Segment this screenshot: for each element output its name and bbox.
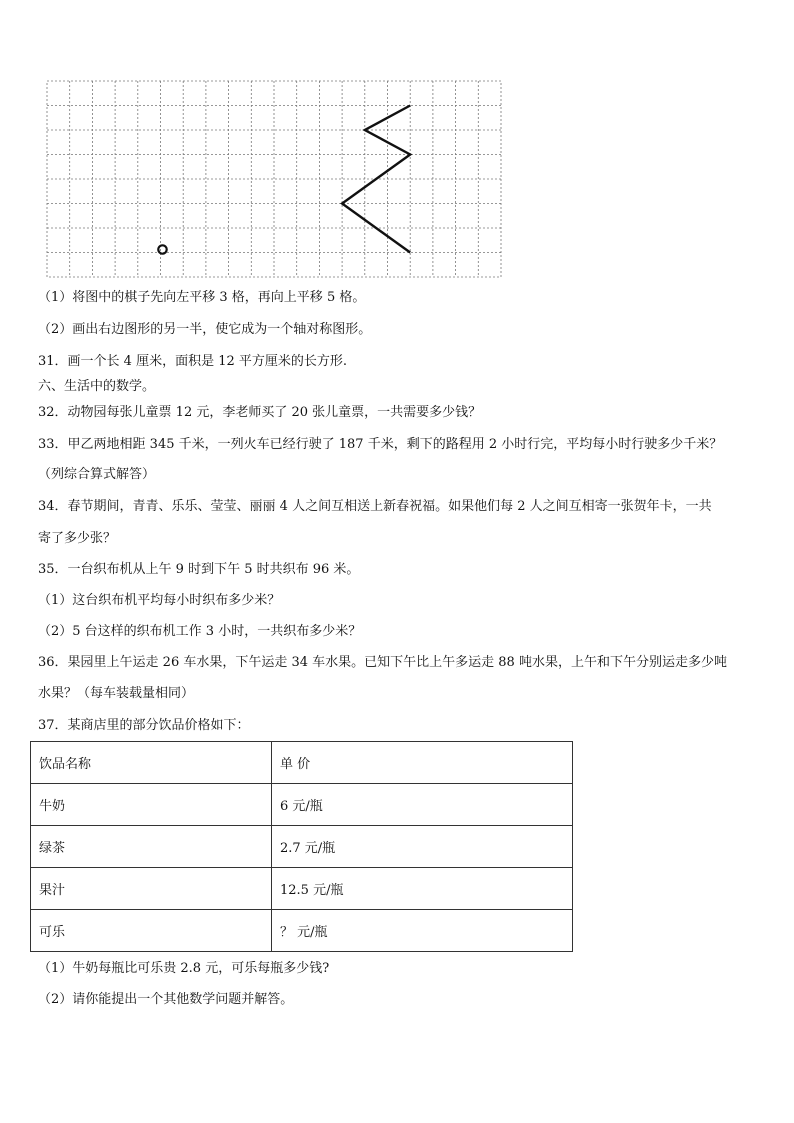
drink-price: ？ 元/瓶 (272, 910, 573, 952)
q37-part1: （1）牛奶每瓶比可乐贵 2.8 元，可乐每瓶多少钱? (38, 961, 330, 976)
grid-svg (46, 80, 502, 278)
drink-name: 牛奶 (31, 784, 272, 826)
q30-part2: （2）画出右边图形的另一半，使它成为一个轴对称图形。 (38, 322, 372, 337)
q32: 32．动物园每张儿童票 12 元，李老师买了 20 张儿童票，一共需要多少钱？ (38, 405, 482, 420)
q36-line2: 水果？（每车装载量相同） (38, 686, 195, 701)
table-row (31, 784, 573, 826)
q35-part1: （1）这台织布机平均每小时织布多少米？ (38, 593, 281, 608)
table-row (31, 910, 573, 952)
q34-line2: 寄了多少张？ (38, 531, 117, 546)
drink-name: 可乐 (31, 910, 272, 952)
drink-price: 6 元/瓶 (272, 784, 573, 826)
q36-line1: 36．果园里上午运走 26 车水果，下午运走 34 车水果。已知下午比上午多运走 88 吨水果，上午和下午分别运走多少吨 (38, 655, 727, 670)
drink-name: 绿茶 (31, 826, 272, 868)
header-drink-name: 饮品名称 (31, 742, 272, 784)
header-unit-price: 单 价 (272, 742, 573, 784)
q34-line1: 34．春节期间，青青、乐乐、莹莹、丽丽 4 人之间互相送上新春祝福。如果他们每 2 人之间互相寄一张贺年卡，一共 (38, 499, 712, 514)
q35-stem: 35．一台织布机从上午 9 时到下午 5 时共织布 96 米。 (38, 562, 360, 577)
section-6-title: 六、生活中的数学。 (38, 379, 156, 394)
drink-price: 12.5 元/瓶 (272, 868, 573, 910)
table-row (31, 868, 573, 910)
q33-line2: （列综合算式解答） (38, 467, 156, 482)
table-row (31, 826, 573, 868)
q35-part2: （2）5 台这样的织布机工作 3 小时，一共织布多少米？ (38, 624, 362, 639)
q37-part2: （2）请你能提出一个其他数学问题并解答。 (38, 992, 294, 1007)
drink-price: 2.7 元/瓶 (272, 826, 573, 868)
q30-part1: （1）将图中的棋子先向左平移 3 格，再向上平移 5 格。 (38, 290, 366, 305)
price-table (30, 741, 573, 952)
grid-figure (46, 80, 502, 282)
table-header-row (31, 742, 573, 784)
chess-piece-icon (158, 245, 166, 253)
q31: 31．画一个长 4 厘米，面积是 12 平方厘米的长方形. (38, 354, 348, 369)
drink-name: 果汁 (31, 868, 272, 910)
q33-line1: 33．甲乙两地相距 345 千米，一列火车已经行驶了 187 千米，剩下的路程用 2 小时行完，平均每小时行驶多少千米？ (38, 437, 723, 452)
q37-stem: 37．某商店里的部分饮品价格如下： (38, 718, 250, 733)
